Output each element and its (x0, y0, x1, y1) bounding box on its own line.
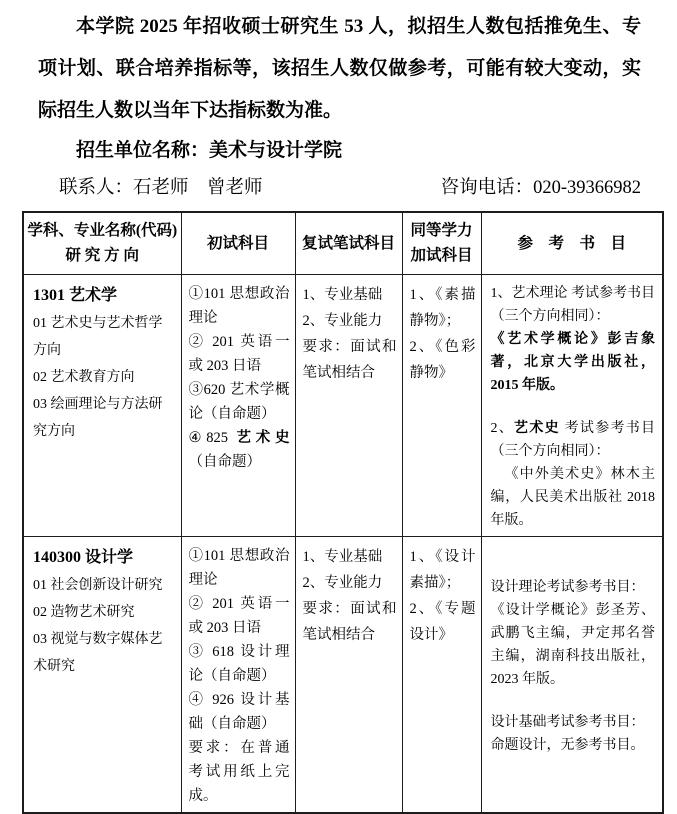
contact-names: 石老师 曾老师 (133, 178, 263, 198)
research-direction: 01 艺术史与艺术哲学方向 (33, 315, 163, 358)
book-ref-line: 《设计学概论》彭圣芳、武鹏飞主编，尹定邦名誉主编，湖南科技出版社，2023 年版。 (490, 602, 655, 687)
subject-line: ② 201 英语一或 203 日语 (188, 595, 290, 636)
requirement-line: 要求：在普通考试用纸上完成。 (188, 739, 290, 804)
phone-label: 咨询电话： (440, 178, 534, 198)
addon-subject-line: 2、《色彩静物》 (409, 338, 476, 381)
subject-line: ③ 618 设计理论（自命题） (188, 643, 290, 684)
initial-exam-cell-art (181, 274, 295, 536)
research-direction: 02 造物艺术研究 (33, 604, 135, 620)
subject-line: ①101 思想政治理论 (188, 547, 290, 588)
table-row-design (23, 536, 663, 813)
document-page (0, 6, 677, 804)
header-reference-books: 参 考 书 目 (481, 212, 663, 274)
initial-exam-cell-design (181, 536, 295, 813)
subject-line: ④ 926 设计基础（自命题） (188, 691, 290, 732)
header-equivalency-addon (402, 212, 481, 274)
retest-cell-art (295, 274, 402, 536)
book-ref-line: 《中外美术史》林木主编，人民美术出版社 2018 年版。 (490, 466, 655, 528)
subject-line: ①101 思想政治理论 (188, 285, 290, 326)
retest-cell-design (295, 536, 402, 813)
subject-line: ③620 艺术学概论（自命题） (188, 381, 290, 422)
books-cell-design (481, 536, 663, 813)
research-direction: 01 社会创新设计研究 (33, 577, 163, 593)
admissions-table (22, 211, 664, 814)
books-cell-art (481, 274, 663, 536)
subject-segment: （自命题） (188, 453, 261, 470)
book-ref-line (491, 417, 656, 463)
book-ref-line: 设计理论考试参考书目： (490, 579, 645, 595)
program-code: 140300 设计学 (33, 548, 134, 566)
program-code: 1301 艺术学 (33, 286, 118, 304)
header-major-cell (23, 212, 181, 274)
book-segment-bold: 艺术史 (514, 420, 560, 436)
header-equiv-line2: 加试科目 (410, 247, 473, 265)
equivalency-cell-art (402, 274, 481, 536)
book-segment: 考试参考书目（三个方向相同）： (490, 420, 656, 459)
admission-unit-line: 招生单位名称：美术与设计学院 (76, 140, 343, 161)
subject-line (189, 426, 290, 474)
retest-line: 2、专业能力 (302, 574, 383, 591)
addon-subject-line: 1、《设计素描》； (409, 548, 476, 591)
header-major-line1: 学科、专业名称(代码) (27, 222, 178, 240)
book-ref-line: 命题设计，无参考书目。 (490, 737, 645, 753)
book-segment: 2、 (490, 420, 515, 436)
requirement-line: 要求：面试和笔试相结合 (302, 338, 397, 381)
header-initial-exam: 初试科目 (181, 212, 295, 274)
addon-subject-line: 1、《素描静物》； (409, 286, 476, 329)
subject-line: ② 201 英语一或 203 日语 (188, 333, 290, 374)
contact-label: 联系人： (59, 178, 134, 198)
consult-phone (441, 170, 641, 206)
contact-row (38, 170, 641, 206)
subject-segment-bold: 艺术史 (236, 429, 290, 446)
table-header-row (23, 212, 663, 274)
research-direction: 03 绘画理论与方法研究方向 (33, 396, 163, 439)
retest-line: 2、专业能力 (302, 312, 383, 329)
intro-paragraph: 本学院 2025 年招收硕士研究生 53 人，拟招生人数包括推免生、专项计划、联合培养指标等，该招生人数仅做参考，可能有较大变动，实际招生人数以当年下达指标数为准。 (38, 16, 641, 121)
phone-number: 020-39366982 (533, 178, 641, 198)
book-ref-line: 《艺术学概论》彭吉象著，北京大学出版社，2015 年版。 (490, 331, 655, 393)
addon-subject-line: 2、《专题设计》 (409, 600, 476, 643)
header-equiv-line1: 同等学力 (410, 222, 473, 240)
retest-line: 1、专业基础 (302, 548, 383, 565)
retest-line: 1、专业基础 (302, 286, 383, 303)
equivalency-cell-design (402, 536, 481, 813)
book-ref-line: 设计基础考试参考书目： (490, 714, 645, 730)
subject-segment: ④825 (188, 429, 237, 446)
header-major-line2: 研 究 方 向 (65, 247, 140, 265)
requirement-line: 要求：面试和笔试相结合 (302, 600, 397, 643)
major-cell-art (23, 274, 181, 536)
major-cell-design (23, 536, 181, 813)
book-ref-line: 1、艺术理论 考试参考书目（三个方向相同）： (490, 285, 655, 324)
research-direction: 03 视觉与数字媒体艺术研究 (33, 631, 163, 674)
table-row-art (23, 274, 663, 536)
header-retest-written: 复试笔试科目 (295, 212, 402, 274)
contact-person (38, 170, 263, 206)
research-direction: 02 艺术教育方向 (33, 369, 135, 385)
